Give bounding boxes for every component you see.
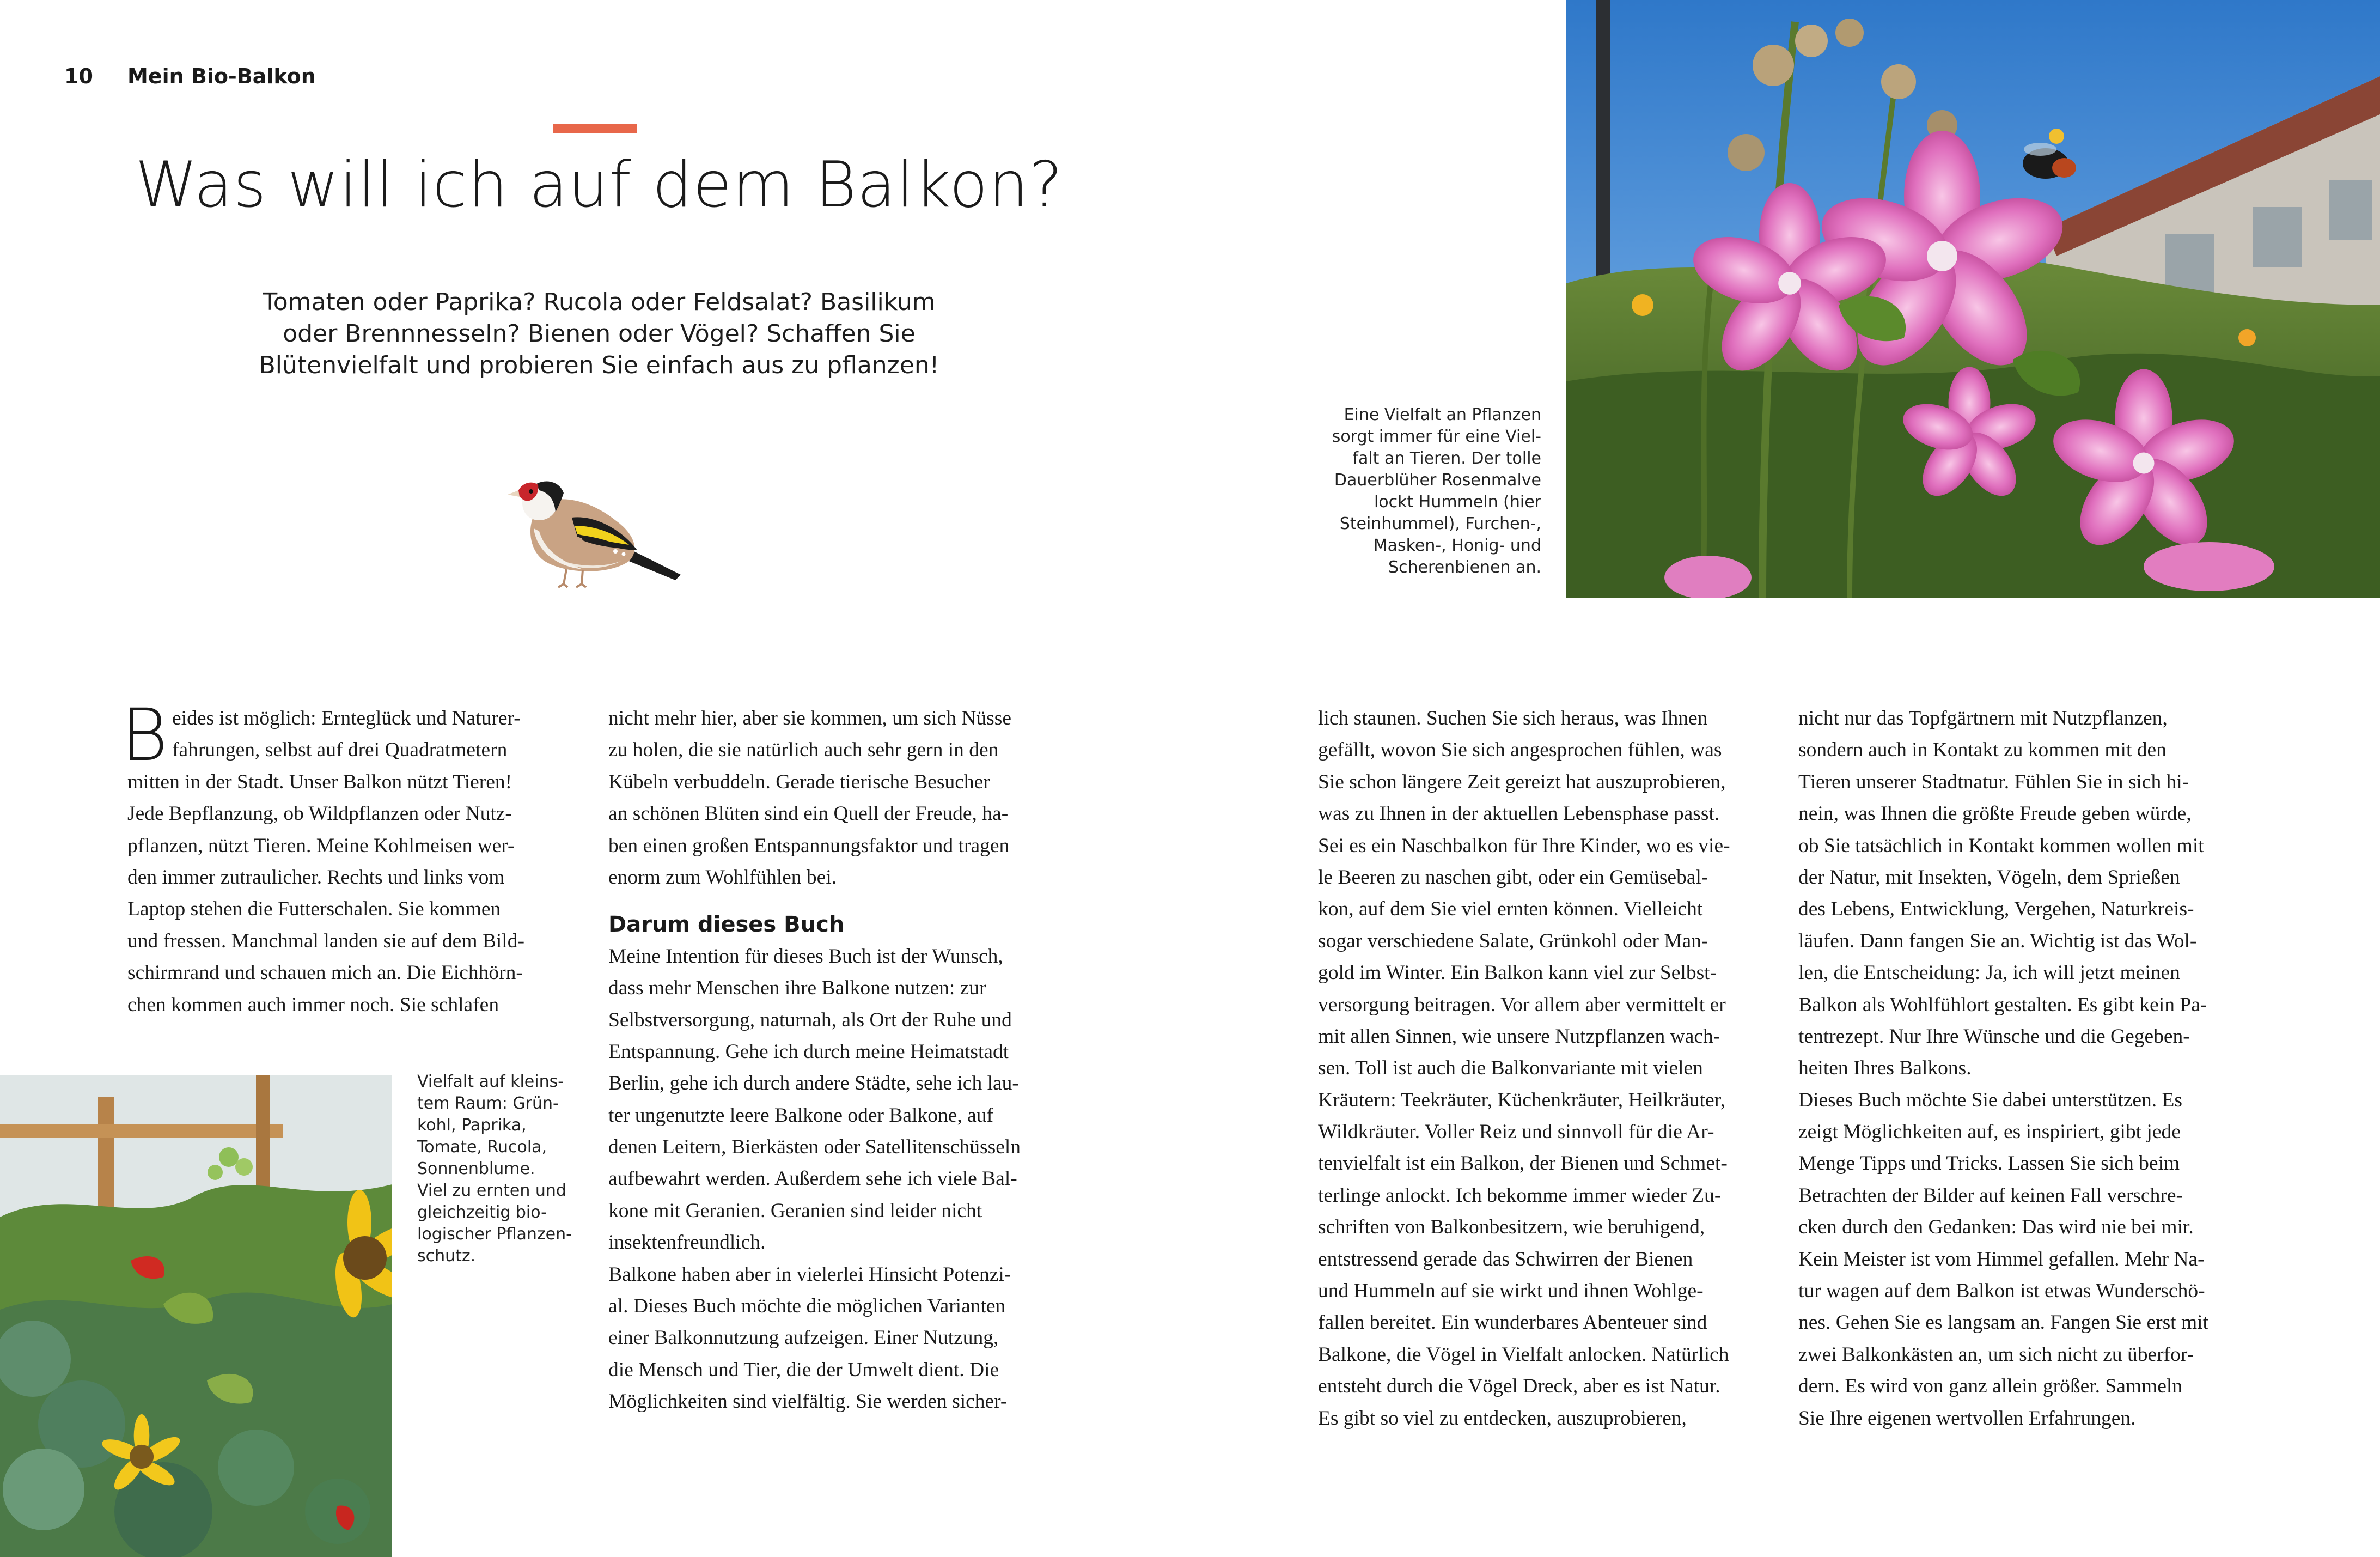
body-line: Laptop stehen die Futterschalen. Sie kommen [127,898,501,921]
body-line: ob Sie tatsächlich in Kontakt kommen wollen mit [1798,834,2204,857]
intro-line: Tomaten oder Paprika? Rucola oder Feldsalat? Basilikum [263,288,936,316]
body-line: denen Leitern, Bierkästen oder Satellitenschüsseln [608,1136,1021,1159]
body-line: einer Balkonnutzung aufzeigen. Einer Nutzung, [608,1327,999,1349]
intro-line: oder Brennnesseln? Bienen oder Vögel? Schaffen Sie [283,320,916,348]
body-line: le Beeren zu naschen gibt, oder ein Gemüsebal- [1318,866,1708,889]
body-line: kon, auf dem Sie viel ernten können. Vielleicht [1318,898,1703,921]
body-line: Kein Meister ist vom Himmel gefallen. Mehr Na- [1798,1248,2205,1270]
body-line: läufen. Dann fangen Sie an. Wichtig ist das Wol- [1798,929,2197,952]
body-line: fahrungen, selbst auf drei Quadratmetern [172,739,508,762]
body-line: terlinge anlockt. Ich bekomme immer wieder Zu- [1318,1184,1722,1207]
body-line: mit allen Sinnen, wie unsere Nutzpflanzen wach- [1318,1025,1720,1048]
body-line: entsteht durch die Vögel Dreck, aber es ist Natur. [1318,1375,1720,1398]
intro-line: Blütenvielfalt und probieren Sie einfach aus zu pflanzen! [259,351,939,379]
page-number: 10 [64,64,93,88]
body-line: chen kommen auch immer noch. Sie schlafen [127,993,499,1016]
caption-line: Scherenbienen an. [1388,558,1541,577]
body-line: tenvielfalt ist ein Balkon, der Bienen und Schmet- [1318,1152,1728,1175]
body-line: Kräutern: Teekräuter, Küchenkräuter, Heilkräuter, [1318,1088,1726,1111]
accent-bar [553,124,637,133]
body-line: Sei es ein Naschbalkon für Ihre Kinder, wo es vie- [1318,834,1730,857]
caption-line: sorgt immer für eine Viel- [1332,427,1541,446]
caption-line: Vielfalt auf kleins- [417,1072,564,1091]
body-line: nein, was Ihnen die größte Freude geben würde, [1798,802,2192,825]
body-line: aufbewahrt werden. Außerdem sehe ich viele Bal- [608,1167,1017,1190]
body-line: zwei Balkonkästen an, um sich nicht zu überfor- [1798,1343,2194,1366]
caption-line: tem Raum: Grün- [417,1094,559,1113]
body-line: nicht nur das Topfgärtnern mit Nutzpflanzen, [1798,707,2168,729]
body-line: kone mit Geranien. Geranien sind leider nicht [608,1199,982,1222]
body-column-1 [121,694,574,1021]
caption-line: Viel zu ernten und [417,1181,566,1200]
caption-line: Sonnenblume. [417,1159,535,1178]
photo-caption-top [1313,404,1541,579]
body-line: zeigt Möglichkeiten auf, es inspiriert, gibt jede [1798,1121,2181,1144]
body-line: die Mensch und Tier, die der Umwelt dient. Die [608,1358,999,1381]
caption-line: lockt Hummeln (hier [1374,492,1541,512]
body-column-4 [1798,703,2261,1434]
body-line: dass mehr Menschen ihre Balkone nutzen: zur [608,977,986,1000]
body-line: mitten in der Stadt. Unser Balkon nützt Tieren! [127,770,512,793]
body-line: eides ist möglich: Ernteglück und Naturer- [172,707,521,729]
body-line: was zu Ihnen in der aktuellen Lebensphase passt. [1318,802,1720,825]
body-line: ben einen großen Entspannungsfaktor und tragen [608,834,1010,857]
body-line: zu holen, die sie natürlich auch sehr gern in den [608,739,999,762]
caption-line: Masken-, Honig- und [1373,536,1541,555]
bird-body [508,481,681,587]
body-line: schirmrand und schauen mich an. Die Eichhörn- [127,962,523,984]
body-line: Meine Intention für dieses Buch ist der Wunsch, [608,945,1003,968]
body-line: lich staunen. Suchen Sie sich heraus, was Ihnen [1318,707,1708,729]
balcony-vegetables-photo [0,1075,392,1557]
body-line: sen. Toll ist auch die Balkonvariante mit vielen [1318,1057,1703,1080]
goldfinch-illustration [506,469,686,599]
section-subheading: Darum dieses Buch [608,912,845,938]
body-line: pflanzen, nützt Tieren. Meine Kohlmeisen wer- [127,834,515,857]
body-line: Möglichkeiten sind vielfältig. Sie werden sicher- [608,1390,1008,1413]
body-line: Balkone haben aber in vielerlei Hinsicht Potenzi- [608,1263,1011,1286]
body-line: Es gibt so viel zu entdecken, auszuprobieren, [1318,1407,1687,1430]
body-line: nes. Gehen Sie es langsam an. Fangen Sie erst mit [1798,1311,2208,1334]
body-line: gold im Winter. Ein Balkon kann viel zur Selbst- [1318,962,1717,984]
body-line: und fressen. Manchmal landen sie auf dem Bild- [127,929,524,952]
body-line: Tieren unserer Stadtnatur. Fühlen Sie in sich hi- [1798,770,2189,793]
body-line: heiten Ihres Balkons. [1798,1057,1972,1080]
caption-line: Dauerblüher Rosenmalve [1334,471,1541,490]
body-line: gefällt, wovon Sie sich angesprochen fühlen, was [1318,739,1722,762]
body-line: versorgung beitragen. Vor allem aber vermittelt er [1318,993,1726,1016]
body-line: Kübeln verbuddeln. Gerade tierische Besucher [608,770,990,793]
body-line: sogar verschiedene Salate, Grünkohl oder Man- [1318,929,1708,952]
body-line: schriften von Balkonbesitzern, wie beruhigend, [1318,1216,1705,1239]
body-line: cken durch den Gedanken: Das wird nie bei mir. [1798,1216,2194,1239]
intro-text [240,287,959,381]
body-line: enorm zum Wohlfühlen bei. [608,866,837,889]
body-line: Wildkräuter. Voller Reiz und sinnvoll für die Ar- [1318,1121,1714,1144]
body-line: an schönen Blüten sind ein Quell der Freude, ha- [608,802,1009,825]
caption-line: falt an Tieren. Der tolle [1352,449,1541,468]
body-line: Jede Bepflanzung, ob Wildpflanzen oder Nutz- [127,802,512,825]
body-line: und Hummeln auf sie wirkt und ihnen Wohlge- [1318,1280,1704,1303]
drop-cap: B [121,694,168,777]
body-line: tur wagen auf dem Balkon ist etwas Wunderschö- [1798,1280,2205,1303]
body-line: Selbstversorgung, naturnah, als Ort der Ruhe und [608,1008,1012,1031]
body-line: Berlin, gehe ich durch andere Städte, sehe ich lau- [608,1072,1019,1095]
mallow-flowers-photo [1566,0,2380,598]
body-line: Entspannung. Gehe ich durch meine Heimatstadt [608,1040,1009,1063]
body-line: Balkone, die Vögel in Vielfalt anlocken. Natürlich [1318,1343,1729,1366]
body-line: Balkon als Wohlfühlort gestalten. Es gibt kein Pa- [1798,993,2207,1016]
page-title: Was will ich auf dem Balkon? [135,148,1064,222]
caption-line: gleichzeitig bio- [417,1203,547,1222]
body-line: ter ungenutzte leere Balkone oder Balkone, auf [608,1104,993,1127]
body-line: fallen bereitet. Ein wunderbares Abenteuer sind [1318,1311,1707,1334]
caption-line: Tomate, Rucola, [417,1138,547,1157]
body-line: den immer zutraulicher. Rechts und links vom [127,866,505,889]
body-line: al. Dieses Buch möchte die möglichen Varianten [608,1295,1006,1318]
body-line: Sie schon längere Zeit gereizt hat auszuprobieren, [1318,770,1726,793]
caption-line: schutz. [417,1246,476,1266]
body-line: tentrezept. Nur Ihre Wünsche und die Gegeben- [1798,1025,2190,1048]
caption-line: Steinhummel), Furchen-, [1339,514,1541,533]
caption-line: logischer Pflanzen- [417,1225,572,1244]
body-line: dern. Es wird von ganz allein größer. Sammeln [1798,1375,2183,1398]
body-line: len, die Entscheidung: Ja, ich will jetzt meinen [1798,962,2180,984]
running-title: Mein Bio-Balkon [127,64,316,88]
body-line: Menge Tipps und Tricks. Lassen Sie sich beim [1798,1152,2180,1175]
body-line: Dieses Buch möchte Sie dabei unterstützen. Es [1798,1088,2183,1111]
body-line: entstressend gerade das Schwirren der Bienen [1318,1248,1693,1270]
body-line: Betrachten der Bilder auf keinen Fall verschre- [1798,1184,2183,1207]
body-line: Sie Ihre eigenen wertvollen Erfahrungen. [1798,1407,2136,1430]
body-column-3 [1318,703,1781,1434]
body-line: insektenfreundlich. [608,1231,766,1254]
body-line: sondern auch in Kontakt zu kommen mit den [1798,739,2167,762]
body-column-2 [608,703,1066,1418]
body-line: der Natur, mit Insekten, Vögeln, dem Sprießen [1798,866,2180,889]
body-line: nicht mehr hier, aber sie kommen, um sich Nüsse [608,707,1011,729]
photo-caption-bottom [417,1071,581,1267]
caption-line: kohl, Paprika, [417,1116,527,1135]
caption-line: Eine Vielfalt an Pflanzen [1344,405,1541,424]
body-line: des Lebens, Entwicklung, Vergehen, Naturkreis- [1798,898,2194,921]
